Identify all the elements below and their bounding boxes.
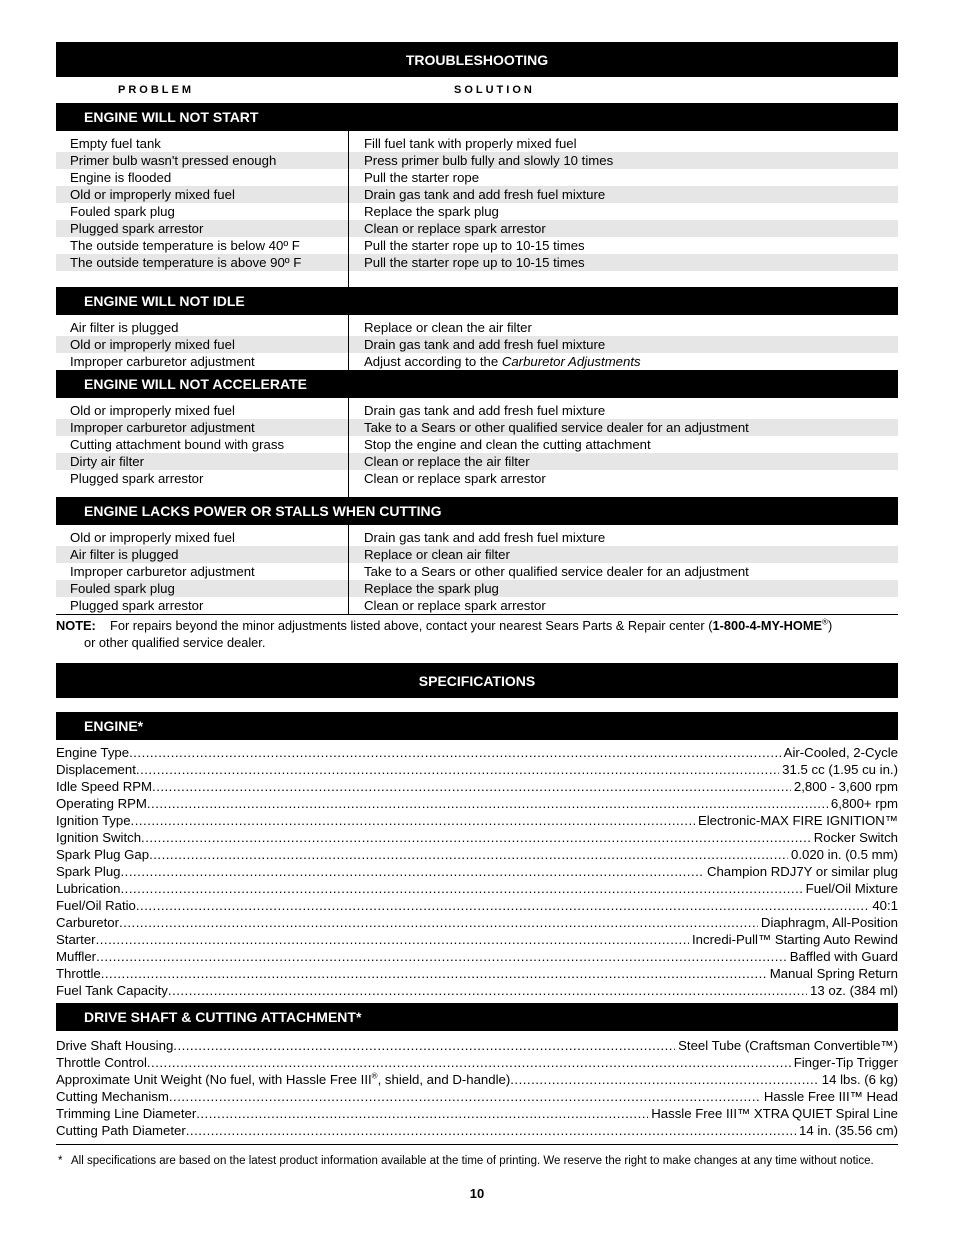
solution-cell [348,135,577,152]
table-row [56,237,898,254]
column-headers [56,77,898,103]
specifications-title-bar [56,663,898,698]
spec-value: Fuel/Oil Mixture [805,881,898,896]
spec-label [56,880,121,897]
spec-label [56,761,136,778]
problem-cell: The outside temperature is below 40º F [70,238,300,253]
table-row [56,135,898,152]
section-body [56,398,898,497]
solution-cell [348,203,499,220]
leader-dots [121,863,704,880]
spec-value: Finger-Tip Trigger [793,1055,898,1070]
problem-cell: Old or improperly mixed fuel [70,403,235,418]
note-text-after: ) [827,618,833,633]
section-bar [56,497,898,525]
leader-dots [136,897,869,914]
spec-value: 0.020 in. (0.5 mm) [790,847,898,862]
spec-label-text: Fuel/Oil Ratio [56,898,136,913]
section-bar [56,103,898,131]
spec-row [56,744,898,761]
spec-row [56,880,898,897]
solution-text: Replace the spark plug [364,204,499,219]
spec-value: 13 oz. (384 ml) [810,983,898,998]
solution-cell [348,152,613,169]
solution-cell [348,470,546,487]
spec-label-text: Lubrication [56,881,121,896]
leader-dots [96,948,787,965]
spec-value: Diaphragm, All-Position [760,915,898,930]
table-row [56,453,898,470]
table-row [56,169,898,186]
spec-row [56,863,898,880]
solution-cell [348,169,479,186]
spec-value: Baffled with Guard [789,949,898,964]
problem-cell: Plugged spark arrestor [70,598,204,613]
troubleshooting-sections [56,103,898,615]
leader-dots [119,914,758,931]
spec-value: 31.5 cc (1.95 cu in.) [782,762,898,777]
solution-cell [348,529,605,546]
repair-note [56,617,898,651]
section-title: ENGINE WILL NOT IDLE [84,293,245,309]
page-number: 10 [469,1186,485,1201]
engine-spec-bar [56,712,898,740]
leader-dots [147,795,828,812]
problem-header: PROBLEM [118,84,194,96]
spec-label [56,1122,186,1139]
section-title: ENGINE WILL NOT START [84,109,259,125]
solution-cell [348,546,510,563]
spec-label-text: Throttle Control [56,1055,147,1070]
spec-label-text: Approximate Unit Weight (No fuel, with Hassle Free III [56,1072,372,1087]
spec-label-sup: ® [371,1071,378,1081]
table-row [56,353,898,370]
spec-label [56,1088,169,1105]
spec-value: Steel Tube (Craftsman Convertible™) [678,1038,898,1053]
solution-cell [348,237,585,254]
solution-reference: Carburetor Adjustments [501,354,641,369]
problem-cell: Plugged spark arrestor [70,221,204,236]
problem-cell: Dirty air filter [70,454,144,469]
spec-value: 2,800 - 3,600 rpm [793,779,898,794]
spec-label [56,914,119,931]
problem-cell: Improper carburetor adjustment [70,354,255,369]
spec-value: Hassle Free III™ XTRA QUIET Spiral Line [651,1106,898,1121]
table-row [56,529,898,546]
spec-label [56,812,131,829]
spec-row [56,1037,898,1054]
solution-text: Drain gas tank and add fresh fuel mixture [364,403,606,418]
spec-label [56,829,141,846]
table-row [56,220,898,237]
troubleshooting-title-bar [56,42,898,77]
section-title: ENGINE LACKS POWER OR STALLS WHEN CUTTING [84,503,442,519]
problem-cell: Improper carburetor adjustment [70,564,255,579]
table-row [56,597,898,614]
solution-text: Clean or replace spark arrestor [364,471,546,486]
drive-spec-list [56,1037,898,1139]
problem-cell: Air filter is plugged [70,547,179,562]
table-row [56,203,898,220]
table-row [56,436,898,453]
solution-cell [348,453,530,470]
solution-cell [348,402,605,419]
spec-value: Champion RDJ7Y or similar plug [706,864,898,879]
solution-cell [348,186,605,203]
solution-cell [348,220,546,237]
column-divider [348,315,349,370]
leader-dots [152,778,791,795]
leader-dots [510,1071,819,1088]
troubleshooting-title: TROUBLESHOOTING [405,51,549,68]
solution-text: Pull the starter rope up to 10-15 times [364,238,585,253]
spec-label-text: Displacement [56,762,136,777]
solution-header: SOLUTION [454,84,535,96]
spec-row [56,812,898,829]
problem-cell: Empty fuel tank [70,136,161,151]
spec-label [56,795,147,812]
spec-row [56,914,898,931]
spec-row [56,982,898,999]
problem-cell: Old or improperly mixed fuel [70,187,235,202]
solution-text: Adjust according to the [364,354,502,369]
note-reg: ® [822,617,828,627]
note-text: For repairs beyond the minor adjustments listed above, contact your nearest Sears Parts & Repair center ( [110,618,713,633]
column-divider [348,525,349,614]
table-row [56,419,898,436]
column-divider [348,131,349,287]
spec-label [56,1054,147,1071]
footnote-text: All specifications are based on the latest product information available at the time of printing. We reserve the right to make changes at any time without notice. [71,1155,874,1167]
leader-dots [147,1054,791,1071]
spec-label [56,1071,510,1088]
problem-cell: Engine is flooded [70,170,172,185]
spec-label [56,846,149,863]
spec-label-text: Muffler [56,949,97,964]
solution-text: Drain gas tank and add fresh fuel mixture [364,530,606,545]
solution-text: Pull the starter rope up to 10-15 times [364,255,585,270]
problem-cell: Plugged spark arrestor [70,471,204,486]
problem-cell: Fouled spark plug [70,581,175,596]
spec-row [56,829,898,846]
leader-dots [131,812,695,829]
spec-label [56,1105,196,1122]
spec-value: Incredi-Pull™ Starting Auto Rewind [692,932,898,947]
solution-cell [348,254,585,271]
spec-value: 40:1 [872,898,898,913]
section-title: ENGINE WILL NOT ACCELERATE [84,376,307,392]
spec-label [56,863,121,880]
solution-cell [348,319,532,336]
spec-label-text: Trimming Line Diameter [56,1106,197,1121]
spec-row [56,948,898,965]
spec-value: Air-Cooled, 2-Cycle [783,745,898,760]
spec-value: Rocker Switch [813,830,898,845]
spec-row [56,846,898,863]
leader-dots [96,931,689,948]
spec-label-text: Idle Speed RPM [56,779,153,794]
spec-label-text: Starter [56,932,96,947]
leader-dots [101,965,767,982]
spec-label-text: Carburetor [56,915,120,930]
table-row [56,319,898,336]
solution-cell [348,563,749,580]
solution-text: Fill fuel tank with properly mixed fuel [364,136,577,151]
spec-label-text: Throttle [56,966,101,981]
spec-label-text: Drive Shaft Housing [56,1038,174,1053]
leader-dots [121,880,803,897]
problem-cell: Fouled spark plug [70,204,175,219]
solution-text: Replace or clean air filter [364,547,510,562]
spec-row [56,965,898,982]
solution-cell [348,419,749,436]
spec-value: 6,800+ rpm [830,796,898,811]
spec-label [56,897,136,914]
solution-cell [348,436,651,453]
solution-text: Take to a Sears or other qualified service dealer for an adjustment [364,564,749,579]
note-phone: 1-800-4-MY-HOME [712,618,823,633]
solution-text: Stop the engine and clean the cutting attachment [364,437,651,452]
solution-cell [348,336,605,353]
leader-dots [129,744,781,761]
specifications-title: SPECIFICATIONS [418,672,536,689]
spec-value: 14 in. (35.56 cm) [799,1123,898,1138]
table-row [56,402,898,419]
footnote-star: * [58,1155,63,1167]
spec-label-text: Fuel Tank Capacity [56,983,168,998]
table-row [56,186,898,203]
spec-value: Hassle Free III™ Head [763,1089,898,1104]
solution-text: Clean or replace spark arrestor [364,598,546,613]
section-body [56,315,898,370]
spec-label-text: Engine Type [56,745,130,760]
spec-row [56,1122,898,1139]
drive-spec-title: DRIVE SHAFT & CUTTING ATTACHMENT* [84,1009,362,1025]
footnote [56,1154,898,1169]
table-row [56,546,898,563]
table-row [56,152,898,169]
solution-text: Drain gas tank and add fresh fuel mixture [364,337,606,352]
spec-label [56,965,101,982]
solution-text: Clean or replace the air filter [364,454,530,469]
leader-dots [173,1037,675,1054]
leader-dots [136,761,779,778]
leader-dots [169,1088,761,1105]
column-divider [348,398,349,497]
spec-label-text: Cutting Mechanism [56,1089,169,1104]
problem-cell: Cutting attachment bound with grass [70,437,285,452]
spec-row [56,1105,898,1122]
spec-value: 14 lbs. (6 kg) [821,1072,898,1087]
leader-dots [196,1105,648,1122]
spec-label [56,778,152,795]
table-row [56,254,898,271]
spec-label-after: , shield, and D-handle) [377,1072,511,1087]
note-line2: or other qualified service dealer. [84,635,266,650]
spec-row [56,931,898,948]
spec-label [56,744,129,761]
spec-row [56,778,898,795]
solution-text: Clean or replace spark arrestor [364,221,546,236]
leader-dots [186,1122,796,1139]
spec-value: Manual Spring Return [769,966,898,981]
page-content [56,42,898,1169]
solution-text: Drain gas tank and add fresh fuel mixture [364,187,606,202]
problem-cell: Primer bulb wasn't pressed enough [70,153,277,168]
engine-spec-list [56,744,898,999]
problem-cell: The outside temperature is above 90º F [70,255,302,270]
problem-cell: Air filter is plugged [70,320,179,335]
note-label: NOTE: [56,618,96,633]
solution-text: Press primer bulb fully and slowly 10 times [364,153,614,168]
spec-value: Electronic-MAX FIRE IGNITION™ [697,813,898,828]
spec-label-text: Ignition Type [56,813,131,828]
spec-row [56,795,898,812]
spec-label-text: Spark Plug Gap [56,847,150,862]
section-body [56,131,898,287]
problem-cell: Improper carburetor adjustment [70,420,255,435]
spec-row [56,1054,898,1071]
spec-label [56,1037,173,1054]
solution-cell [348,580,499,597]
table-row [56,563,898,580]
leader-dots [149,846,788,863]
table-row [56,580,898,597]
leader-dots [168,982,807,999]
drive-spec-bar [56,1003,898,1031]
section-body [56,525,898,615]
solution-text: Replace the spark plug [364,581,499,596]
spec-label-text: Spark Plug [56,864,121,879]
spec-row [56,1071,898,1088]
solution-text: Replace or clean the air filter [364,320,532,335]
section-bar [56,370,898,398]
spec-row [56,1088,898,1105]
table-row [56,336,898,353]
spec-row [56,897,898,914]
section-bar [56,287,898,315]
leader-dots [141,829,811,846]
spec-row [56,761,898,778]
spec-label [56,982,168,999]
table-row [56,470,898,487]
spec-label-text: Operating RPM [56,796,147,811]
problem-cell: Old or improperly mixed fuel [70,337,235,352]
problem-cell: Old or improperly mixed fuel [70,530,235,545]
engine-spec-title: ENGINE* [84,718,144,734]
spec-label-text: Ignition Switch [56,830,142,845]
spec-label-text: Cutting Path Diameter [56,1123,186,1138]
solution-text: Pull the starter rope [364,170,480,185]
solution-text: Take to a Sears or other qualified service dealer for an adjustment [364,420,749,435]
spec-label [56,948,96,965]
solution-cell [348,353,641,370]
spec-label [56,931,96,948]
solution-cell [348,597,546,614]
